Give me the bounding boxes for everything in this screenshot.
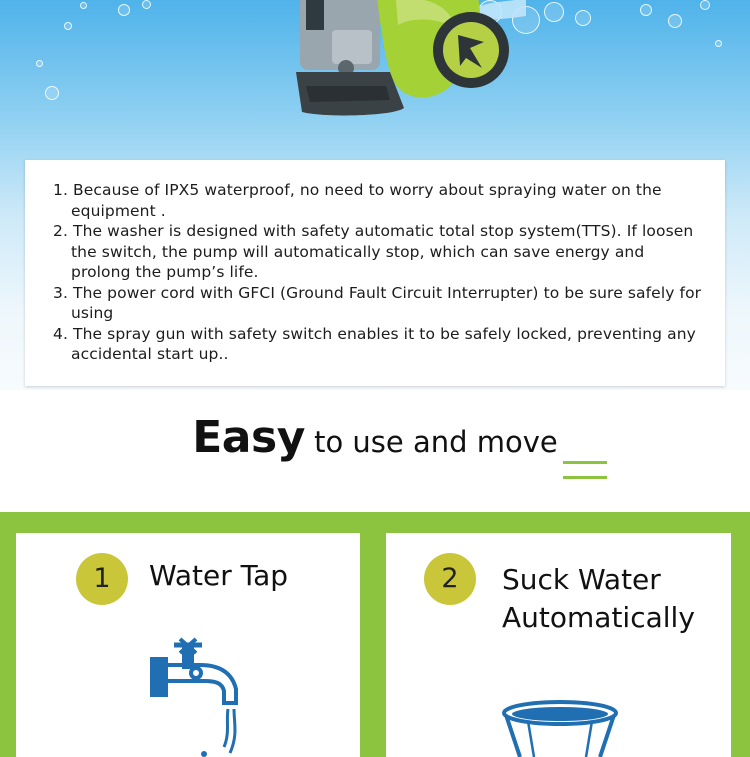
bubble-icon — [640, 4, 652, 16]
bubble-icon — [544, 2, 564, 22]
step-title: Suck Water Automatically — [502, 563, 695, 634]
bubble-icon — [668, 14, 682, 28]
bubble-icon — [36, 60, 43, 67]
feature-item-3: 3. The power cord with GFCI (Ground Fault Circuit Interrupter) to be sure safely for using — [53, 283, 702, 322]
step-number-badge: 2 — [424, 553, 476, 605]
features-box — [25, 160, 725, 386]
bubble-icon — [45, 86, 59, 100]
bubble-icon — [118, 4, 130, 16]
bubble-icon — [700, 0, 710, 10]
bubble-icon — [575, 10, 591, 26]
heading-underline-bottom — [563, 476, 607, 479]
step-number-badge: 1 — [76, 553, 128, 605]
pressure-washer-image — [286, 0, 526, 130]
bubble-icon — [64, 22, 72, 30]
bubble-icon — [715, 40, 722, 47]
heading-rest: to use and move — [304, 425, 558, 459]
heading-underline-top — [563, 461, 607, 464]
bucket-icon — [498, 699, 622, 757]
step-card-1 — [16, 533, 360, 757]
heading-easy: Easy — [192, 412, 305, 463]
features-list — [25, 160, 725, 365]
feature-item-4: 4. The spray gun with safety switch enables it to be safely locked, preventing any accidental start up.. — [53, 324, 696, 363]
bubble-icon — [142, 0, 151, 9]
step-card-2 — [386, 533, 731, 757]
bubble-icon — [80, 2, 87, 9]
water-tap-icon — [144, 637, 254, 757]
section-heading — [0, 412, 750, 482]
feature-item-1: 1. Because of IPX5 waterproof, no need to worry about spraying water on the equipment . — [53, 181, 662, 220]
step-title: Water Tap — [149, 559, 289, 592]
feature-item-2: 2. The washer is designed with safety automatic total stop system(TTS). If loosen the switch, the pump will automatically stop, which can save energy and prolong the pump’s life. — [53, 222, 694, 281]
